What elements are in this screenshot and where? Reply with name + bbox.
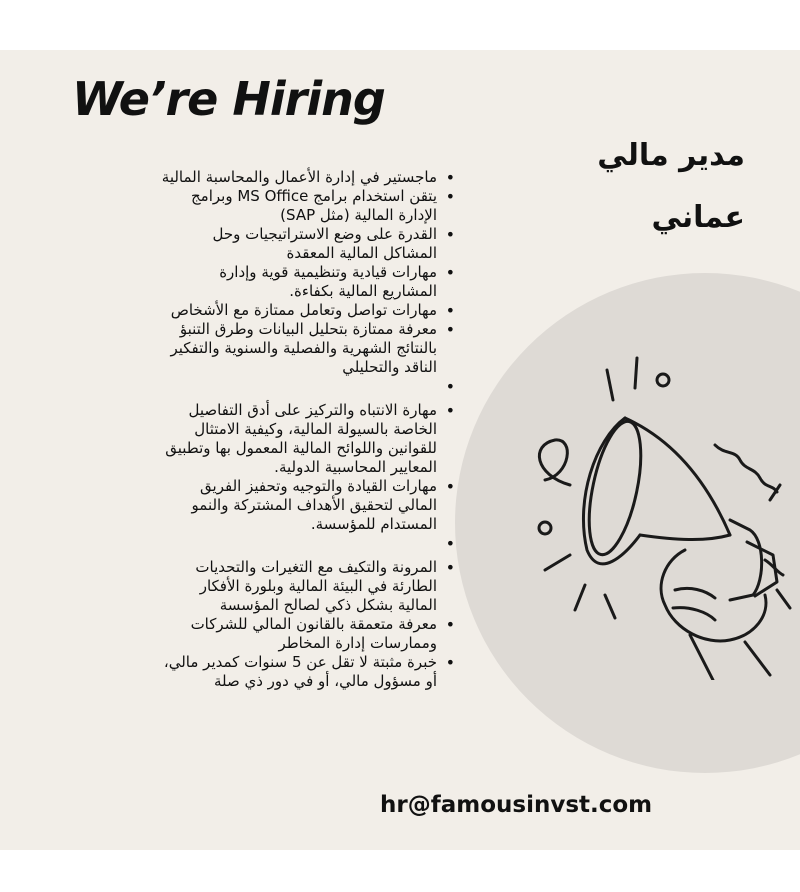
requirement-item-empty	[160, 377, 455, 401]
requirement-item: • معرفة متعمقة بالقانون المالي للشركات وممارسات إدارة المخاطر	[160, 615, 455, 653]
requirement-item: • مهارات قيادية وتنظيمية قوية وإدارة المشاريع المالية بكفاءة.	[160, 263, 455, 301]
requirement-item: • خبرة مثبتة لا تقل عن 5 سنوات كمدير مالي، أو مسؤول مالي، أو في دور ذي صلة	[160, 653, 455, 691]
requirement-item: • مهارات تواصل وتعامل ممتازة مع الأشخاص	[160, 301, 455, 320]
requirement-item: • القدرة على وضع الاستراتيجيات وحل المشاكل المالية المعقدة	[160, 225, 455, 263]
requirement-item: • معرفة ممتازة بتحليل البيانات وطرق التنبؤ بالنتائج الشهرية والفصلية والسنوية والتفكير الناقد والتحليلي	[160, 320, 455, 377]
contact-email[interactable]: hr@famousinvst.com	[380, 792, 653, 818]
headline: We’re Hiring	[72, 72, 385, 126]
requirement-item: • ماجستير في إدارة الأعمال والمحاسبة المالية	[160, 168, 455, 187]
requirement-item: • المرونة والتكيف مع التغيرات والتحديات الطارئة في البيئة المالية وبلورة الأفكار المالية بشكل ذكي لصالح المؤسسة	[160, 558, 455, 615]
requirement-item: • يتقن استخدام برامج MS Office وبرامج الإدارة المالية (مثل SAP)	[160, 187, 455, 225]
requirement-item-empty	[160, 534, 455, 558]
job-title-line2: عماني	[651, 200, 745, 235]
requirement-item: • مهارة الانتباه والتركيز على أدق التفاصيل الخاصة بالسيولة المالية، وكيفية الامتثال للقوانين واللوائح المالية المعمول بها وتطبيق المعايير المحاسبية الدولية.	[160, 401, 455, 477]
requirement-item: • مهارات القيادة والتوجيه وتحفيز الفريق المالي لتحقيق الأهداف المشتركة والنمو المستدام للمؤسسة.	[160, 477, 455, 534]
job-title-line1: مدير مالي	[597, 138, 745, 173]
requirements-list	[160, 168, 455, 691]
megaphone-hand-icon	[515, 350, 800, 680]
hiring-poster	[0, 50, 800, 850]
